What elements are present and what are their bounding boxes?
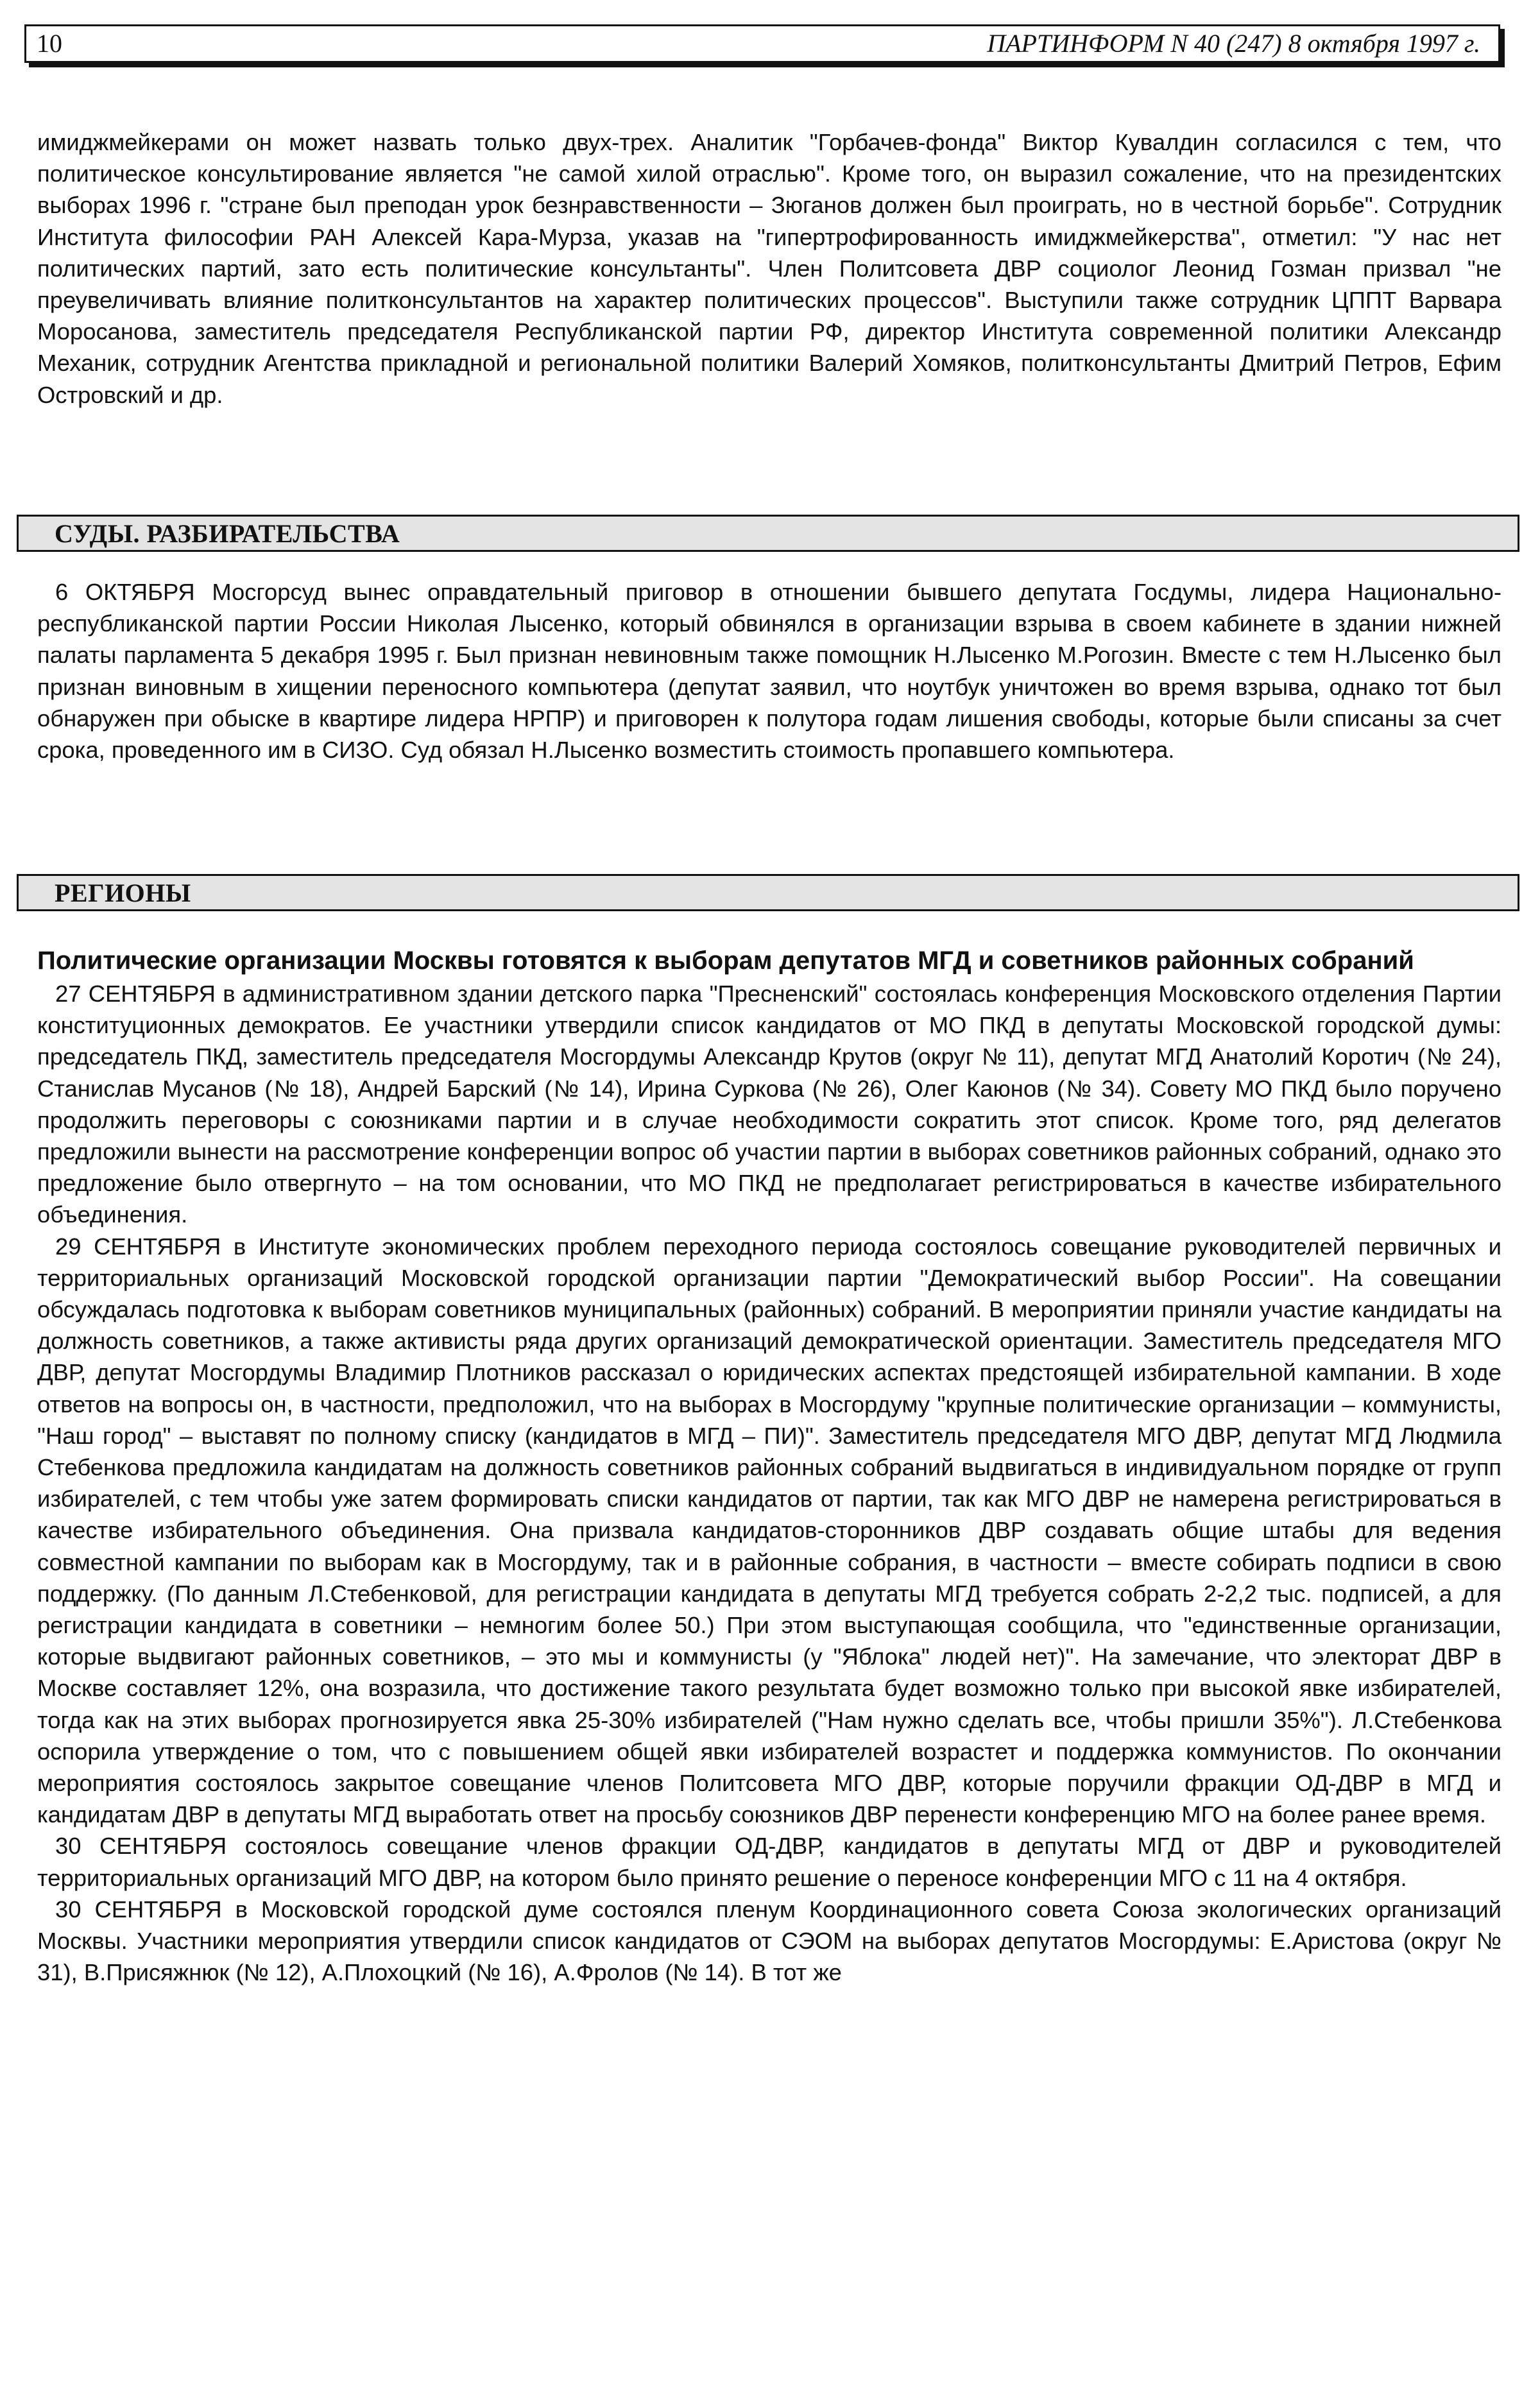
article-paragraph: 29 СЕНТЯБРЯ в Институте экономических проблем переходного периода состоялось совещание руководителей первичных и территориальных организаций Московской городской организации партии "Демократический выбор России". На совещании обсуждалась подготовка к выборам советников муниципальных (районных) собраний. В мероприятии приняли участие кандидаты на должность советников, а также активисты ряда других организаций демократической ориентации. Заместитель председателя МГО ДВР, депутат Мосгордумы Владимир Плотников рассказал о юридических аспектах предстоящей избирательной кампании. В ходе ответов на вопросы он, в частности, предположил, что на выборах в Мосгордуму "крупные политические организации – коммунисты, "Наш город" – выставят по полному списку (кандидатов в МГД – ПИ)". Заместитель председателя МГО ДВР, депутат МГД Людмила Стебенкова предложила кандидатам на должность советников районных собраний выдвигаться в индивидуальном порядке от групп избирателей, с тем чтобы уже затем формировать списки кандидатов от партии, так как МГО ДВР не намерена регистрироваться в качестве избирательного объединения. Она призвала кандидатов-сторонников ДВР создавать общие штабы для ведения совместной кампании по выборам как в Мосгордуму, так и в районные собрания, в частности – вместе собирать подписи в свою поддержку. (По данным Л.Стебенковой, для регистрации кандидата в депутаты МГД требуется собрать 2-2,2 тыс. подписей, а для регистрации кандидата в советники – немногим более 50.) При этом выступающая сообщила, что "единственные организации, которые выдвигают районных советников, – это мы и коммунисты (у "Яблока" людей нет)". На замечание, что электорат ДВР в Москве составляет 12%, она возразила, что достижение такого результата будет возможно только при высокой явке избирателей, тогда как на этих выборах прогнозируется явка 25-30% избирателей ("Нам нужно сделать все, чтобы пришли 35%"). Л.Стебенкова оспорила утверждение о том, что с повышением общей явки избирателей возрастет и поддержка коммунистов. По окончании мероприятия состоялось закрытое совещание членов Политсовета МГО ДВР, которые поручили фракции ОД-ДВР в МГД и кандидатам ДВР в депутаты МГД выработать ответ на просьбу союзников ДВР перенести конференцию МГО на более ранее время.: [37, 1233, 1502, 1828]
article-title: Политические организации Москвы готовятся к выборам депутатов МГД и советников районных собраний: [37, 947, 1414, 975]
courts-section: [37, 576, 1502, 766]
intro-paragraph: имиджмейкерами он может назвать только двух-трех. Аналитик "Горбачев-фонда" Виктор Кувалдин согласился с тем, что политическое консультирование является "не самой хилой отраслью". Кроме того, он выразил сожаление, что на президентских выборах 1996 г. "стране был преподан урок безнравственности – Зюганов должен был проиграть, но в честной борьбе". Сотрудник Института философии РАН Алексей Кара-Мурза, указав на "гипертрофированность имиджмейкерства", отметил: "У нас нет политических партий, зато есть политические консультанты". Член Политсовета ДВР социолог Леонид Гозман призвал "не преувеличивать влияние политконсультантов на характер политических процессов". Выступили также сотрудник ЦППТ Варвара Моросанова, заместитель председателя Республиканской партии РФ, директор Института современной политики Александр Механик, сотрудник Агентства прикладной и региональной политики Валерий Хомяков, политконсультанты Дмитрий Петров, Ефим Островский и др.: [37, 129, 1502, 408]
section-heading-courts: [17, 515, 1519, 552]
article-paragraph: 30 СЕНТЯБРЯ состоялось совещание членов фракции ОД-ДВР, кандидатов в депутаты МГД от ДВР и руководителей территориальных организаций МГО ДВР, на котором было принято решение о переносе конференции МГО с 11 на 4 октября.: [37, 1833, 1502, 1891]
article-paragraph: 30 СЕНТЯБРЯ в Московской городской думе состоялся пленум Координационного совета Союза экологических организаций Москвы. Участники мероприятия утвердили список кандидатов от СЭОМ на выборах депутатов Мосгордумы: Е.Аристова (округ № 31), В.Присяжнюк (№ 12), А.Плохоцкий (№ 16), А.Фролов (№ 14). В тот же: [37, 1896, 1502, 1986]
section-title-courts: СУДЫ. РАЗБИРАТЕЛЬСТВА: [55, 519, 400, 548]
section-title-regions: РЕГИОНЫ: [55, 878, 191, 907]
page-header: [24, 24, 1500, 63]
intro-section: [37, 126, 1502, 411]
section-heading-regions: [17, 874, 1519, 911]
courts-paragraph: 6 ОКТЯБРЯ Мосгорсуд вынес оправдательный приговор в отношении бывшего депутата Госдумы, лидера Национально-республиканской партии России Николая Лысенко, который обвинялся в организации взрыва в своем кабинете в здании нижней палаты парламента 5 декабря 1995 г. Был признан невиновным также помощник Н.Лысенко М.Рогозин. Вместе с тем Н.Лысенко был признан виновным в хищении переносного компьютера (депутат заявил, что ноутбук уничтожен во время взрыва, однако тот был обнаружен при обыске в квартире лидера НРПР) и приговорен к полутора годам лишения свободы, которые были списаны за счет срока, проведенного им в СИЗО. Суд обязал Н.Лысенко возместить стоимость пропавшего компьютера.: [37, 579, 1502, 764]
regions-section: [37, 943, 1502, 1989]
page-number: 10: [37, 29, 62, 58]
article-paragraph: 27 СЕНТЯБРЯ в административном здании детского парка "Пресненский" состоялась конференция Московского отделения Партии конституционных демократов. Ее участники утвердили список кандидатов от МО ПКД в депутаты Московской городской думы: председатель ПКД, заместитель председателя Мосгордумы Александр Крутов (округ № 11), депутат МГД Анатолий Коротич (№ 24), Станислав Мусанов (№ 18), Андрей Барский (№ 14), Ирина Суркова (№ 26), Олег Каюнов (№ 34). Совету МО ПКД было поручено продолжить переговоры с союзниками партии и в случае необходимости сократить этот список. Кроме того, ряд делегатов предложили вынести на рассмотрение конференции вопрос об участии партии в выборах советников районных собраний, однако это предложение было отвергнуто – на том основании, что МО ПКД не предполагает регистрироваться в качестве избирательного объединения.: [37, 981, 1502, 1228]
issue-info: ПАРТИНФОРМ N 40 (247) 8 октября 1997 г.: [987, 29, 1480, 58]
